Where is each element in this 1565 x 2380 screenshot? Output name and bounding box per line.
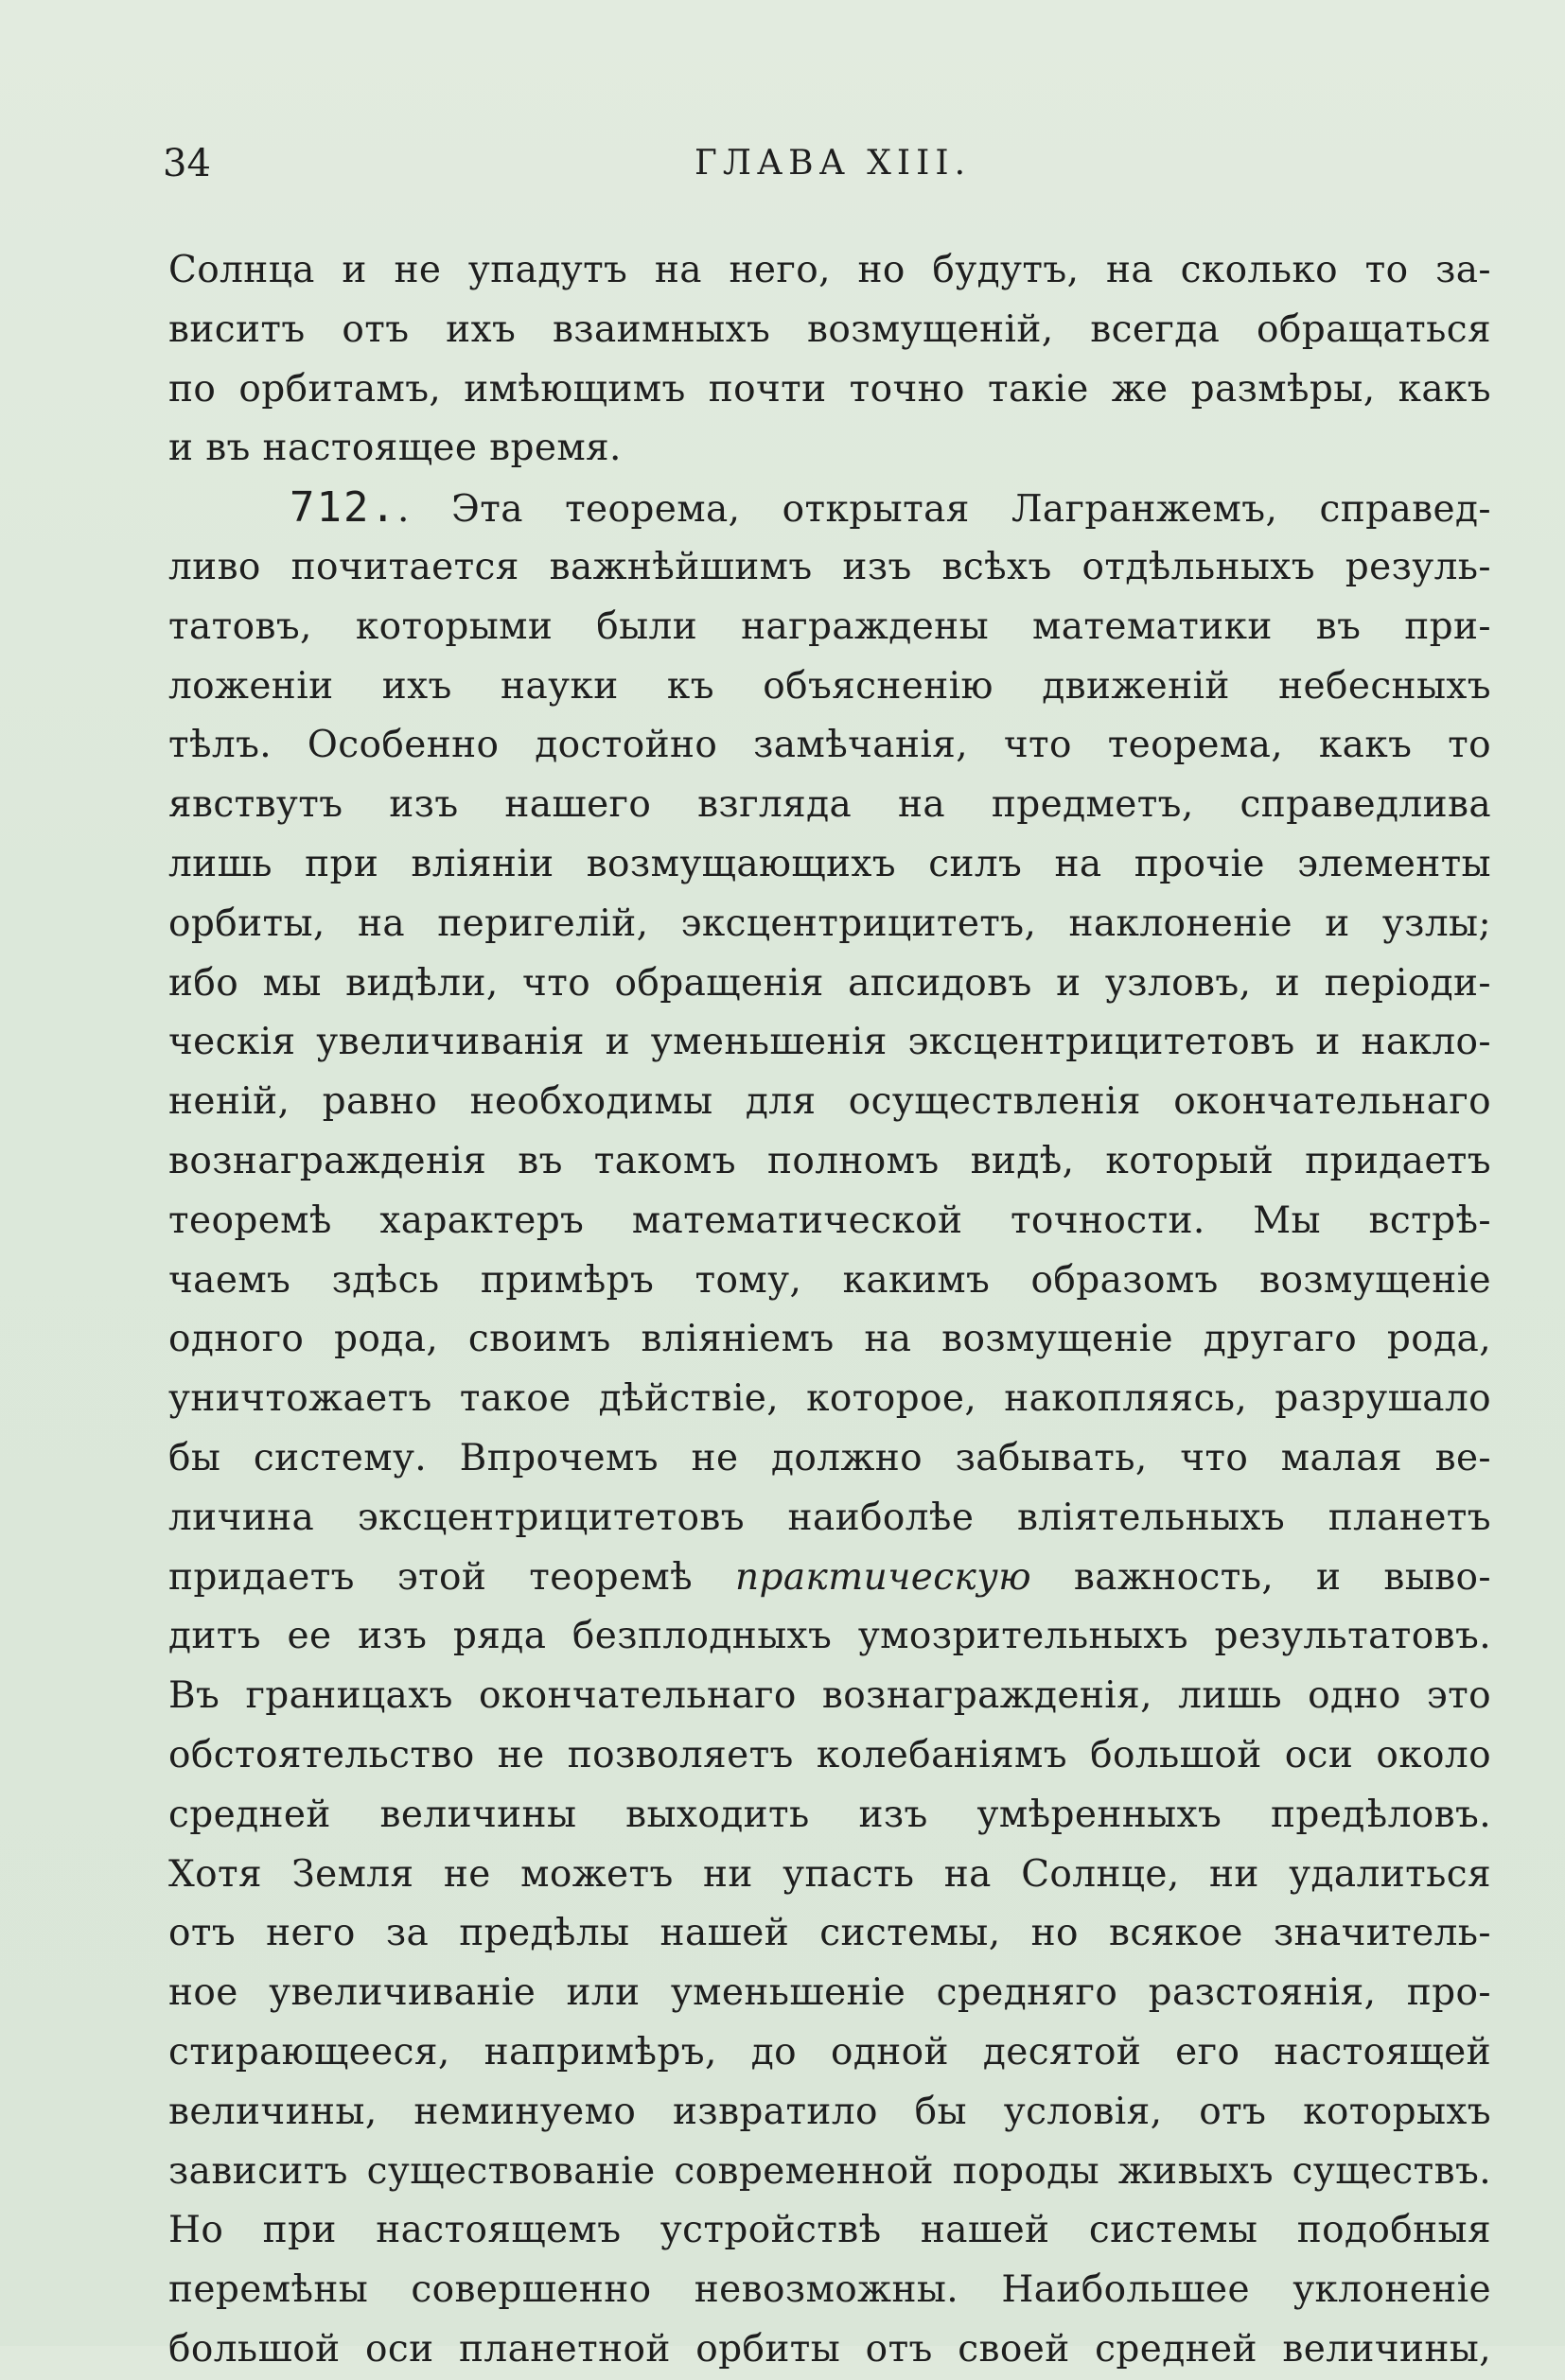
text-line: лишь при вліяніи возмущающихъ силъ на прочіе элементы [168, 842, 1491, 885]
text-line: стирающееся, напримѣръ, до одной десятой его настоящей [168, 2030, 1491, 2074]
text-line: тѣлъ. Особенно достойно замѣчанія, что теорема, какъ то [168, 724, 1491, 767]
text-line: ложеніи ихъ науки къ объясненію движеній небесныхъ [168, 664, 1491, 708]
text-line: ческія увеличиванія и уменьшенія эксцентрицитетовъ и накло- [168, 1021, 1491, 1064]
text-line: орбиты, на перигелій, эксцентрицитетъ, наклоненіе и узлы; [168, 901, 1491, 945]
text-block [168, 241, 1491, 2380]
text-line: Солнца и не упадутъ на него, но будутъ, на сколько то за- [168, 249, 1491, 291]
text-line: явствутъ изъ нашего взгляда на предметъ, справедлива [168, 783, 1491, 827]
text-line: чаемъ здѣсь примѣръ тому, какимъ образомъ возмущеніе [168, 1258, 1491, 1302]
text-line: средней величины выходить изъ умѣренныхъ предѣловъ. [168, 1793, 1491, 1836]
paragraph-start-line [168, 479, 1491, 538]
page-number: 34 [163, 142, 211, 185]
text-line: ливо почитается важнѣйшимъ изъ всѣхъ отдѣльныхъ резуль- [168, 545, 1491, 588]
text-line: виситъ отъ ихъ взаимныхъ возмущеній, всегда обращаться [168, 307, 1491, 351]
running-head [163, 140, 1506, 187]
text-line: одного рода, своимъ вліяніемъ на возмущеніе другаго рода, [168, 1318, 1491, 1361]
text-line: обстоятельство не позволяетъ колебаніямъ большой оси около [168, 1733, 1491, 1776]
text-line: большой оси планетной орбиты отъ своей средней величины, [168, 2327, 1491, 2371]
text-line: Въ границахъ окончательнаго вознагражденія, лишь одно это [168, 1674, 1491, 1718]
text-line-with-emphasis [168, 1549, 1491, 1608]
emphasis-word: практическую [735, 1555, 1031, 1599]
text-line: отъ него за предѣлы нашей системы, но всякое значитель- [168, 1912, 1491, 1955]
text-line: величины, неминуемо извратило бы условія, отъ которыхъ [168, 2090, 1491, 2133]
text-line: уничтожаетъ такое дѣйствіе, которое, накопляясь, разрушало [168, 1377, 1491, 1421]
text-line: Хотя Земля не можетъ ни упасть на Солнце, ни удалиться [168, 1852, 1491, 1896]
text-line-segment: . Эта теорема, открытая Лагранжемъ, справед- [396, 488, 1491, 532]
text-line: и въ настоящее время. [168, 427, 622, 470]
text-line: ибо мы видѣли, что обращенія апсидовъ и узловъ, и періоди- [168, 961, 1491, 1005]
text-line: дитъ ее изъ ряда безплодныхъ умозрительныхъ результатовъ. [168, 1615, 1491, 1658]
text-line-segment: придаетъ этой теоремѣ [168, 1555, 736, 1599]
chapter-title: ГЛАВА XIII. [695, 144, 972, 183]
text-line: личина эксцентрицитетовъ наиболѣе вліятельныхъ планетъ [168, 1496, 1491, 1539]
text-line-segment: важность, и выво- [1030, 1555, 1491, 1599]
text-line: татовъ, которыми были награждены математики въ при- [168, 604, 1491, 648]
text-line: Но при настоящемъ устройствѣ нашей системы подобныя [168, 2209, 1491, 2252]
text-line: неній, равно необходимы для осуществленія окончательнаго [168, 1080, 1491, 1124]
text-line: теоремѣ характеръ математической точности. Мы встрѣ- [168, 1199, 1491, 1242]
text-line: бы систему. Впрочемъ не должно забывать, что малая ве- [168, 1436, 1491, 1479]
text-line: по орбитамъ, имѣющимъ почти точно такіе же размѣры, какъ [168, 367, 1491, 411]
text-line: вознагражденія въ такомъ полномъ видѣ, который придаетъ [168, 1139, 1491, 1182]
text-line: зависитъ существованіе современной породы живыхъ существъ. [168, 2149, 1491, 2193]
paragraph-number: 712. [290, 483, 397, 533]
text-line: ное увеличиваніе или уменьшеніе средняго разстоянія, про- [168, 1971, 1491, 2015]
text-line: перемѣны совершенно невозможны. Наибольшее уклоненіе [168, 2268, 1491, 2312]
